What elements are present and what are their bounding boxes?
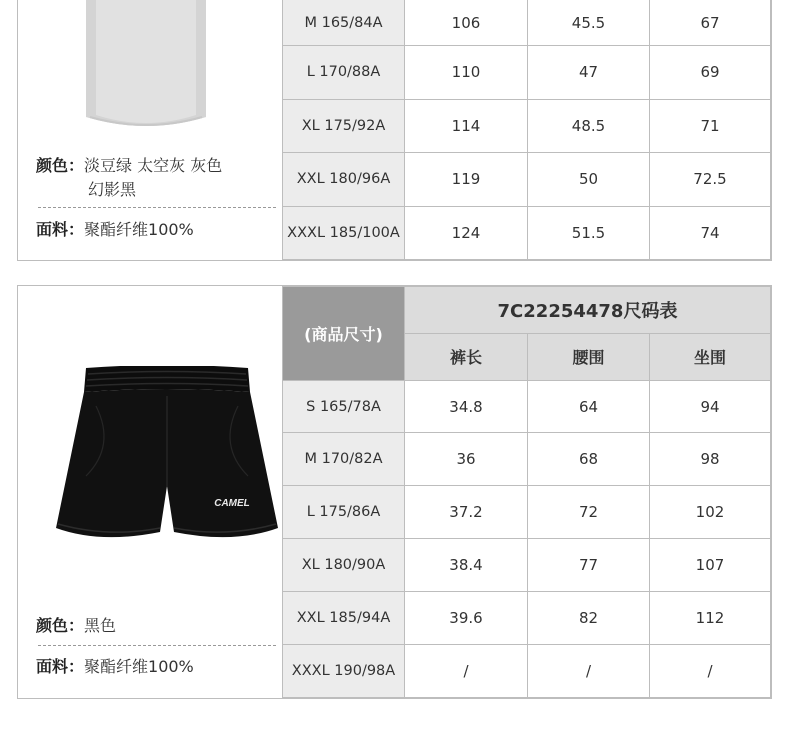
- value-cell: 119: [405, 153, 528, 206]
- value-cell: 50: [528, 153, 650, 206]
- column-header: 裤长: [405, 333, 528, 380]
- size-cell: L 170/88A: [283, 46, 405, 99]
- fabric-label: 面料：: [36, 220, 85, 239]
- column-header: 坐围: [650, 333, 771, 380]
- color-info: [36, 153, 222, 176]
- value-cell: 45.5: [528, 0, 650, 46]
- value-cell: 94: [650, 380, 771, 433]
- value-cell: 47: [528, 46, 650, 99]
- value-cell: 114: [405, 99, 528, 152]
- value-cell: 98: [650, 433, 771, 486]
- table-row: [283, 0, 771, 46]
- value-cell: 48.5: [528, 99, 650, 152]
- value-cell: 102: [650, 486, 771, 539]
- table-row: [283, 153, 771, 206]
- value-cell: 72: [528, 486, 650, 539]
- size-cell: L 175/86A: [283, 486, 405, 539]
- size-cell: M 165/84A: [283, 0, 405, 46]
- size-cell: S 165/78A: [283, 380, 405, 433]
- table-row: [283, 206, 771, 259]
- value-cell: 69: [650, 46, 771, 99]
- size-cell: XL 180/90A: [283, 539, 405, 592]
- dashed-divider: [38, 645, 276, 646]
- fabric-value: 聚酯纤维100%: [84, 220, 194, 239]
- table-title-row: [283, 287, 771, 334]
- color-label: 颜色：: [36, 616, 85, 635]
- size-cell: XXL 180/96A: [283, 153, 405, 206]
- value-cell: 51.5: [528, 206, 650, 259]
- value-cell: 39.6: [405, 592, 528, 645]
- value-cell: 107: [650, 539, 771, 592]
- value-cell: 74: [650, 206, 771, 259]
- value-cell: 36: [405, 433, 528, 486]
- table-row: [283, 645, 771, 698]
- tank-top-image: [86, 0, 206, 131]
- color-value: 淡豆绿 太空灰 灰色: [84, 156, 223, 175]
- color-label: 颜色：: [36, 156, 85, 175]
- value-cell: 67: [650, 0, 771, 46]
- fabric-info: [36, 217, 194, 240]
- table-row: [283, 46, 771, 99]
- value-cell: 82: [528, 592, 650, 645]
- value-cell: 68: [528, 433, 650, 486]
- size-cell: XL 175/92A: [283, 99, 405, 152]
- dashed-divider: [38, 207, 276, 208]
- value-cell: 110: [405, 46, 528, 99]
- shorts-image: [56, 366, 278, 548]
- value-cell: 71: [650, 99, 771, 152]
- value-cell: 106: [405, 0, 528, 46]
- color-info-line2: [88, 177, 136, 200]
- table-row: [283, 99, 771, 152]
- product-panel-shorts: [18, 286, 282, 698]
- size-card-shorts: [17, 285, 772, 699]
- value-cell: 37.2: [405, 486, 528, 539]
- product-panel-top: [18, 0, 282, 260]
- size-card-top: [17, 0, 772, 261]
- value-cell: 112: [650, 592, 771, 645]
- fabric-label: 面料：: [36, 657, 85, 676]
- table-row: [283, 380, 771, 433]
- color-info: [36, 613, 116, 636]
- table-row: [283, 486, 771, 539]
- color-value: 黑色: [84, 616, 117, 635]
- fabric-info: [36, 654, 194, 677]
- value-cell: /: [528, 645, 650, 698]
- size-cell: M 170/82A: [283, 433, 405, 486]
- size-cell: XXXL 190/98A: [283, 645, 405, 698]
- fabric-value: 聚酯纤维100%: [84, 657, 194, 676]
- value-cell: /: [405, 645, 528, 698]
- size-table-top: [282, 0, 771, 260]
- value-cell: 64: [528, 380, 650, 433]
- table-row: [283, 592, 771, 645]
- value-cell: /: [650, 645, 771, 698]
- value-cell: 124: [405, 206, 528, 259]
- table-row: [283, 539, 771, 592]
- size-cell: XXXL 185/100A: [283, 206, 405, 259]
- size-table-shorts: [282, 286, 771, 698]
- value-cell: 77: [528, 539, 650, 592]
- column-header: 腰围: [528, 333, 650, 380]
- value-cell: 34.8: [405, 380, 528, 433]
- color-value-2: 幻影黑: [88, 180, 137, 199]
- brand-logo-text: CAMEL: [214, 498, 250, 509]
- size-header-label: (商品尺寸): [283, 287, 405, 381]
- value-cell: 72.5: [650, 153, 771, 206]
- table-row: [283, 433, 771, 486]
- table-title: 7C22254478尺码表: [405, 287, 771, 334]
- size-cell: XXL 185/94A: [283, 592, 405, 645]
- value-cell: 38.4: [405, 539, 528, 592]
